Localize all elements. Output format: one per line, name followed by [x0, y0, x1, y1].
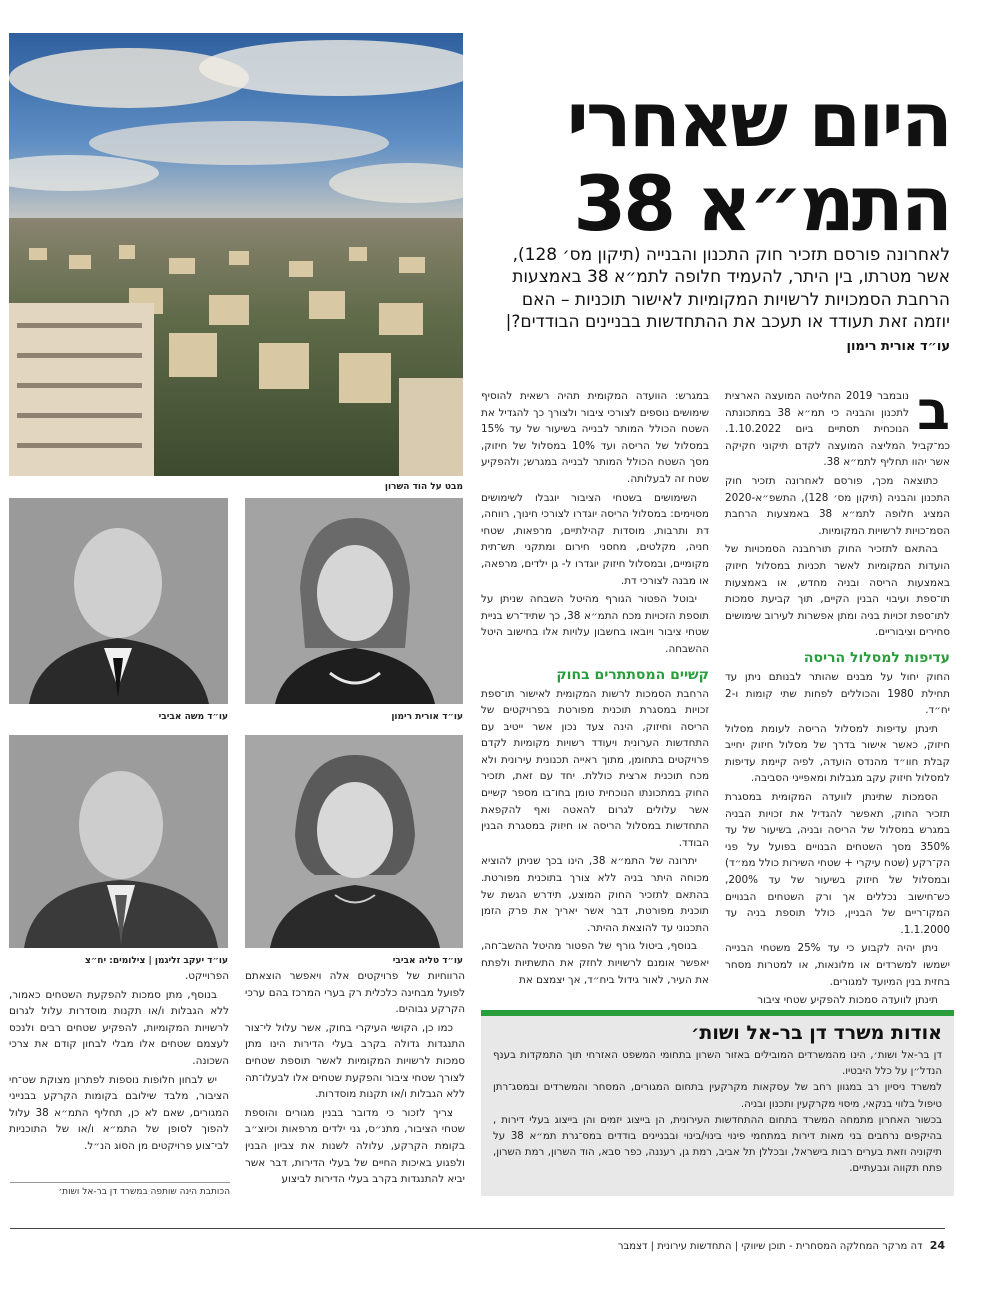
lead-paragraph [480, 244, 950, 358]
col-right-p6: הסמכות שתינתן לוועדה המקומית במסגרת תזכיר החוק, תאפשר להגדיל את זכויות הבניה במגרש במסלול של הריסה ובניה, בשיעור של עד 350% מסך השטחים הבנויים בפועל על פני הק־רקע (שטח עיקרי + שטחי השירות כולל ממ״ד) ובמסלול של חיזוק בשיעור של עד 200%, כש־חישוב נכללים אך ורק השטחים הבנויים המקו־ריים של הבניין, כולל תוספת בניה עד 1.1.2000. [725, 791, 950, 936]
about-p1: דן בר-אל ושות׳, הינו מהמשרדים המובילים באזור השרון בתחומי המשפט האזרחי תוך התמקדות בענף הנדל״ן על כלל היבטיו. [493, 1050, 942, 1078]
footer-text: דה מרקר המחלקה המסחרית - תוכן שיווקי | התחדשות עירונית | דצמבר [617, 1241, 923, 1252]
col-right-p7: ניתן יהיה לקבוע כי עד 25% משטחי הבנייה ישמשו למשרדים או מלונאות, או למטרות מסחר בחזית בנין המיועד למגורים. [725, 942, 950, 988]
portrait-moshe-avivi [9, 498, 228, 704]
caption-talia-avivi: עו״ד טליה אביבי [392, 956, 463, 966]
aerial-photo [9, 33, 463, 476]
about-title: אודות משרד דן בר-אל ושות׳ [690, 1022, 942, 1044]
column-right [725, 379, 950, 1011]
col-bottom-left-p2: בנוסף, מתן סמכות להפקעת השטחים כאמור, ללא הגבלות ו/או תקנות מוסדרות עלול לגרום לרשויות המקומיות, להפקיע שטחים רבים ולנכס לעצמם שטחים אלו מבלי לבחון קודם את צרכי השכונה. [9, 988, 229, 1067]
aerial-caption: מבט על הוד השרון [384, 482, 463, 492]
caption-moshe-avivi: עו״ד משה אביבי [158, 712, 228, 722]
col-left-p2: השימושים בשטחי הציבור יוגבלו לשימושים מסוימים: במסלול הריסה יוגדרו לצורכי חינוך, רווחה, דת ותרבות, מוסדות קהילתיים, מרפאות, שטחי חניה, מקלטים, מחסני חירום ומתקני תש־תית מקומיים, ובמסלול חיזוק יוגדרו ל- גן ילדים, מרפאה, או מבנה לצורכי דת. [481, 491, 709, 587]
lead-byline: עו״ד אורית רימון [846, 338, 950, 354]
page-footer [10, 1228, 945, 1252]
col-right-p2: כתוצאה מכך, פורסם לאחרונה תזכיר חוק התכנון והבניה (תיקון מס׳ 128), התשפ״א-2020 המציג חלופה לתמ״א 38 באמצעות הרחבת הסמ־כויות לרשויות המקומיות. [725, 474, 950, 537]
subheading-hidden-difficulties: קשיים המסתתרים בחוק [556, 666, 709, 683]
col-right-p3: בהתאם לתזכיר החוק תורחבנה הסמכויות של הועדות המקומיות לאשר תכניות במסלול חיזוק באמצעות הריסה ובניה מחדש, או באמצעות תו־ספת ועיבוי הבנין הקיים, תוך קביעת סמכות לתו־ספת זכויות בניה ומתן אפשרות לעירוב שימושים סחירים וציבוריים. [725, 543, 950, 639]
about-p2: למשרד ניסיון רב במגוון רחב של עסקאות מקרקעין בתחום המגורים, המסחר והמשרדים ובמסג־רתן טיפול בלווי בנקאי, מיסוי מקרקעין ותכנון ובניה. [493, 1082, 942, 1110]
portrait-orit-rimon [245, 498, 463, 704]
caption-orit-rimon: עו״ד אורית רימון [391, 712, 463, 722]
col-bottom-mid-p3: צריך לזכור כי מדובר בבנין מגורים והוספת שטחי הציבור, מתנ״ס, גני ילדים מרפאות וכיוצ״ב בקומת הקרקע, עלולה לשנות את צביון הבנין ולפגוע באיכות החיים של בעלי הדירות, דבר אשר יביא להתנגדות בקרב בעלי הדירות לביצוע [245, 1106, 465, 1186]
headline-line-2: התמ״א 38 [573, 159, 950, 248]
headline-line-1: היום שאחרי [566, 75, 950, 164]
col-right-p4: החוק יחול על מבנים שהותר לבנותם ניתן עד תחילת 1980 והכוללים לפחות שתי קומות ו-2 יח״ד. [725, 670, 950, 717]
lead-text: לאחרונה פורסם תזכיר חוק התכנון והבנייה (תיקון מס׳ 128), אשר מטרתו, בין היתר, להעמיד חלופה לתמ״א 38 באמצעות הרחבת הסמכויות לרשויות המקומיות לאישור תוכניות – האם יוזמה זאת תעודד או תעכב את ההתחדשות בבניינים הבודדים?| [505, 245, 950, 333]
dropcap: ב [917, 379, 950, 442]
author-note: הכותבת הינה שותפה במשרד דן בר-אל ושות׳ [10, 1182, 230, 1197]
col-right-p5: תינתן עדיפות למסלול הריסה לעומת מסלול חיזוק, כאשר אישור בדרך של מסלול חיזוק יחייב קבלת חוו״ד מהנדס הועדה, לפיה קיימת עדיפות למסלול חיזוק עקב מגבלות ומאפייני הסביבה. [725, 722, 950, 785]
col-right-p1: נובמבר 2019 החליטה המועצה הארצית לתכנון והבניה כי תמ״א 38 במתכונתה הנוכחית תסתיים ביום 1.10.2022. כמ־קביל המליצה המועצה לקדם תיקוני חקיקה אשר יהוו תחליף לתמ״א 38. [725, 390, 950, 469]
portrait-talia-avivi [245, 735, 463, 948]
col-left-p3: יבוטל הפטור הגורף מהיטל השבחה שניתן על תוספת הזכויות מכח התמ״א 38, כך שתיד־רש בניית שטחי ציבור ויובאו בחשבון עלויות אלו בחישוב היטל ההשבחה. [481, 593, 710, 655]
col-bottom-left-p1: הפרוייקט. [184, 970, 229, 982]
about-p3: בכשור האחרון מתמחה המשרד בתחום ההתחדשות העירונית, הן בייצוג יזמים והן בייצוג בעלי דירות , בהיקפים נרחבים בני מאות דירות במתחמי פינוי בינוי/בינוי ובבניינים בודדים במס־גרת תמ״א 38 על תיקוניה וזאת בערים רבות בישראל, ובכללן תל אביב, רמת גן, רעננה, כפר סבא, הוד השרון, רמת השרון, פתח תקווה וגבעתיים. [493, 1114, 943, 1175]
col-left-p5: יתרונה של התמ״א 38, הינו בכך שניתן להוציא מכוחה היתר בניה ללא צורך בתוכנית מפורטת. בהתאם לתזכיר החוק המוצע, תידרש הגשת של תוכנית מפורטת, דבר אשר יאריך את פרק הזמן התכנוני עד להוצאת ההיתר. [481, 855, 709, 934]
column-bottom-left [9, 968, 229, 1157]
col-bottom-mid-p1: הרווחיות של פרויקטים אלה ויאפשר הוצאתם לפועל מבחינה כלכלית רק בערי המרכז בהם ערכי הקרקע גבוהים. [245, 970, 465, 1016]
column-bottom-middle [245, 968, 465, 1190]
col-left-p6: בנוסף, ביטול גורף של הפטור מהיטל ההשב־חה, יאפשר אומנם לרשויות לחזק את התשתיות ולפתח את העיר, לאור גידול ביח״ד, אך יצמצם את [481, 940, 709, 986]
article-headline [480, 75, 950, 248]
subheading-demolition-priority: עדיפות למסלול הריסה [803, 649, 950, 666]
caption-yaakov-zeligman: עו״ד יעקב זליגמן | צילומים: יח״צ [85, 956, 228, 966]
col-left-p1: במגרש: הוועדה המקומית תהיה רשאית להוסיף שימושים נוספים לצורכי ציבור ולצורך כך להגדיל את השטח הכולל המותר לבנייה בשיעור של עד 15% במסלול של הריסה ועד 10% במסלול של חיזוק, מסך השטח הכולל המותר לבנייה במגרש; ולהפקיע שטח זה לבעלותה. [481, 390, 709, 485]
col-bottom-left-p3: יש לבחון חלופות נוספות לפתרון מצוקת שט־חי הציבור, מלבד שילובם בקומות הקרקע בבנייני המגורים, שאם לא כן, תחליף התמ״א 38 עלול להפוך לסופן של התמ״א ו/או של התוכניות לבי־צוע פרויקטים מן הסוג הנ״ל. [9, 1073, 229, 1152]
page-number: 24 [929, 1239, 945, 1252]
column-middle [481, 388, 709, 990]
about-box [481, 1010, 954, 1196]
col-left-p4: הרחבת הסמכות לרשות המקומית לאישור תו־ספת זכויות במסגרת תוכנית מפורטת בפרויקטים של הריסה וחיזוק, הינה צעד נכון אשר ייטיב עם התחדשות הערונית ויעודד רשויות מקומיות לקדם פרויקטים בתחומן, מתוך ראייה תכנונית עירונית ולא מכח תוכנית ארצית כוללת. יחד עם זאת, תזכיר החוק במתכונתו הנוכחית טומן בחו־בו מספר קשיים אשר עלולים לגרום להאטה ואף להקפאת התחדשות במסלול הריסה או חיזוק במסגרת הבנין הבודד. [481, 687, 709, 849]
portrait-yaakov-zeligman [9, 735, 228, 948]
col-right-p8: תינתן לוועדה סמכות להפקיע שטחי ציבור [757, 994, 938, 1007]
col-bottom-mid-p2: כמו כן, הקושי העיקרי בחוק, אשר עלול לי־צור התנגדות גדולה בקרב בעלי הדירות הינו מתן סמכות לרשויות המקומיות לאשר תוספת שטחים לצורך שטחי ציבור והפקעת שטחים אלו לבעלו־תה ללא הגבלות ו/או תקנות מוסדרות. [245, 1021, 465, 1101]
